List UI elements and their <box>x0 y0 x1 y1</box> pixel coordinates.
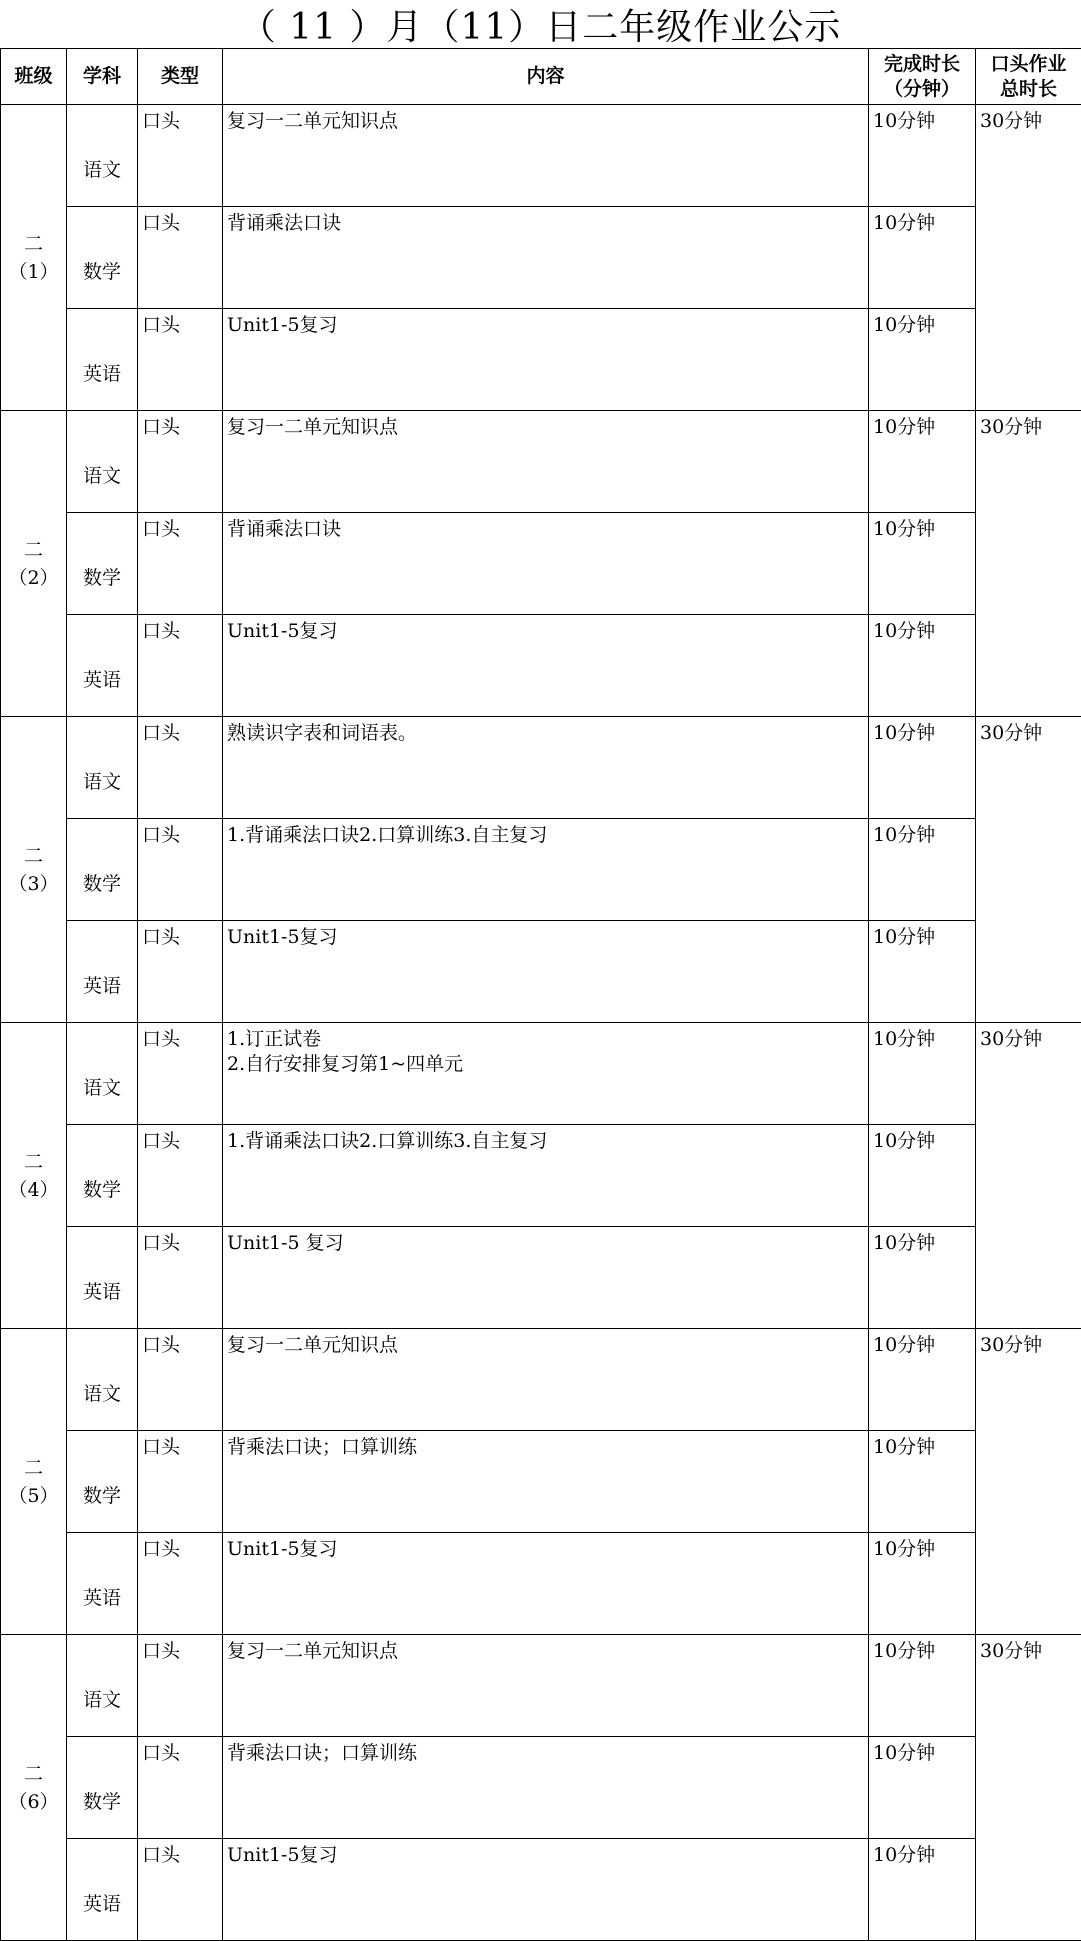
oral-total-cell: 30分钟 <box>976 105 1081 411</box>
duration-cell: 10分钟 <box>869 1533 976 1635</box>
subject-cell: 语文 <box>67 1023 138 1125</box>
content-cell: 复习一二单元知识点 <box>223 1635 869 1737</box>
class-cell: 二 （2） <box>1 411 67 717</box>
type-cell: 口头 <box>138 717 223 819</box>
subject-cell: 语文 <box>67 1329 138 1431</box>
table-row <box>1 1125 1081 1227</box>
subject-cell: 数学 <box>67 207 138 309</box>
subject-cell: 语文 <box>67 717 138 819</box>
duration-cell: 10分钟 <box>869 717 976 819</box>
subject-cell: 英语 <box>67 921 138 1023</box>
content-cell: 背乘法口诀；口算训练 <box>223 1431 869 1533</box>
table-row <box>1 1227 1081 1329</box>
type-cell: 口头 <box>138 105 223 207</box>
duration-cell: 10分钟 <box>869 309 976 411</box>
header-duration: 完成时长 （分钟） <box>869 49 976 105</box>
duration-cell: 10分钟 <box>869 921 976 1023</box>
table-row <box>1 309 1081 411</box>
table-row <box>1 1533 1081 1635</box>
content-cell: 背诵乘法口诀 <box>223 207 869 309</box>
content-cell: Unit1-5复习 <box>223 1533 869 1635</box>
table-row <box>1 1431 1081 1533</box>
duration-cell: 10分钟 <box>869 1431 976 1533</box>
header-type: 类型 <box>138 49 223 105</box>
duration-cell: 10分钟 <box>869 207 976 309</box>
table-row <box>1 819 1081 921</box>
table-row <box>1 207 1081 309</box>
class-cell: 二 （6） <box>1 1635 67 1941</box>
table-row <box>1 105 1081 207</box>
content-cell: 复习一二单元知识点 <box>223 105 869 207</box>
type-cell: 口头 <box>138 411 223 513</box>
type-cell: 口头 <box>138 1125 223 1227</box>
duration-cell: 10分钟 <box>869 1023 976 1125</box>
class-cell: 二 （3） <box>1 717 67 1023</box>
content-cell: 1.订正试卷 2.自行安排复习第1~四单元 <box>223 1023 869 1125</box>
class-cell: 二 （5） <box>1 1329 67 1635</box>
subject-cell: 数学 <box>67 1737 138 1839</box>
content-cell: Unit1-5复习 <box>223 615 869 717</box>
table-row <box>1 1023 1081 1125</box>
subject-cell: 数学 <box>67 1431 138 1533</box>
type-cell: 口头 <box>138 1533 223 1635</box>
oral-total-cell: 30分钟 <box>976 1329 1081 1635</box>
content-cell: Unit1-5 复习 <box>223 1227 869 1329</box>
duration-cell: 10分钟 <box>869 1839 976 1941</box>
table-row <box>1 615 1081 717</box>
type-cell: 口头 <box>138 1227 223 1329</box>
subject-cell: 英语 <box>67 309 138 411</box>
duration-cell: 10分钟 <box>869 1125 976 1227</box>
duration-cell: 10分钟 <box>869 1329 976 1431</box>
duration-cell: 10分钟 <box>869 615 976 717</box>
subject-cell: 语文 <box>67 105 138 207</box>
subject-cell: 数学 <box>67 819 138 921</box>
oral-total-cell: 30分钟 <box>976 411 1081 717</box>
subject-cell: 英语 <box>67 1227 138 1329</box>
content-cell: 复习一二单元知识点 <box>223 411 869 513</box>
duration-cell: 10分钟 <box>869 105 976 207</box>
header-class: 班级 <box>1 49 67 105</box>
content-cell: 背诵乘法口诀 <box>223 513 869 615</box>
subject-cell: 英语 <box>67 1839 138 1941</box>
type-cell: 口头 <box>138 921 223 1023</box>
type-cell: 口头 <box>138 513 223 615</box>
header-oral-total: 口头作业 总时长 <box>976 49 1081 105</box>
subject-cell: 数学 <box>67 1125 138 1227</box>
table-body <box>1 105 1081 1941</box>
subject-cell: 数学 <box>67 513 138 615</box>
duration-cell: 10分钟 <box>869 819 976 921</box>
duration-cell: 10分钟 <box>869 1227 976 1329</box>
header-content: 内容 <box>223 49 869 105</box>
type-cell: 口头 <box>138 819 223 921</box>
content-cell: 1.背诵乘法口诀2.口算训练3.自主复习 <box>223 819 869 921</box>
type-cell: 口头 <box>138 1023 223 1125</box>
table-row <box>1 411 1081 513</box>
class-cell: 二 （4） <box>1 1023 67 1329</box>
subject-cell: 语文 <box>67 411 138 513</box>
oral-total-cell: 30分钟 <box>976 1635 1081 1941</box>
content-cell: Unit1-5复习 <box>223 1839 869 1941</box>
content-cell: Unit1-5复习 <box>223 309 869 411</box>
header-row <box>1 49 1081 105</box>
table-row <box>1 1737 1081 1839</box>
table-row <box>1 1635 1081 1737</box>
type-cell: 口头 <box>138 1431 223 1533</box>
content-cell: Unit1-5复习 <box>223 921 869 1023</box>
content-cell: 熟读识字表和词语表。 <box>223 717 869 819</box>
table-row <box>1 1329 1081 1431</box>
table-row <box>1 921 1081 1023</box>
content-cell: 复习一二单元知识点 <box>223 1329 869 1431</box>
table-row <box>1 1839 1081 1941</box>
duration-cell: 10分钟 <box>869 1737 976 1839</box>
duration-cell: 10分钟 <box>869 513 976 615</box>
type-cell: 口头 <box>138 1329 223 1431</box>
subject-cell: 英语 <box>67 1533 138 1635</box>
duration-cell: 10分钟 <box>869 411 976 513</box>
type-cell: 口头 <box>138 1839 223 1941</box>
homework-table <box>0 48 1081 1941</box>
oral-total-cell: 30分钟 <box>976 717 1081 1023</box>
duration-cell: 10分钟 <box>869 1635 976 1737</box>
table-row <box>1 717 1081 819</box>
type-cell: 口头 <box>138 1635 223 1737</box>
page-title: （ 11 ）月（11）日二年级作业公示 <box>0 0 1081 48</box>
content-cell: 1.背诵乘法口诀2.口算训练3.自主复习 <box>223 1125 869 1227</box>
subject-cell: 语文 <box>67 1635 138 1737</box>
type-cell: 口头 <box>138 615 223 717</box>
content-cell: 背乘法口诀；口算训练 <box>223 1737 869 1839</box>
type-cell: 口头 <box>138 1737 223 1839</box>
table-row <box>1 513 1081 615</box>
type-cell: 口头 <box>138 309 223 411</box>
oral-total-cell: 30分钟 <box>976 1023 1081 1329</box>
header-subject: 学科 <box>67 49 138 105</box>
class-cell: 二 （1） <box>1 105 67 411</box>
subject-cell: 英语 <box>67 615 138 717</box>
type-cell: 口头 <box>138 207 223 309</box>
